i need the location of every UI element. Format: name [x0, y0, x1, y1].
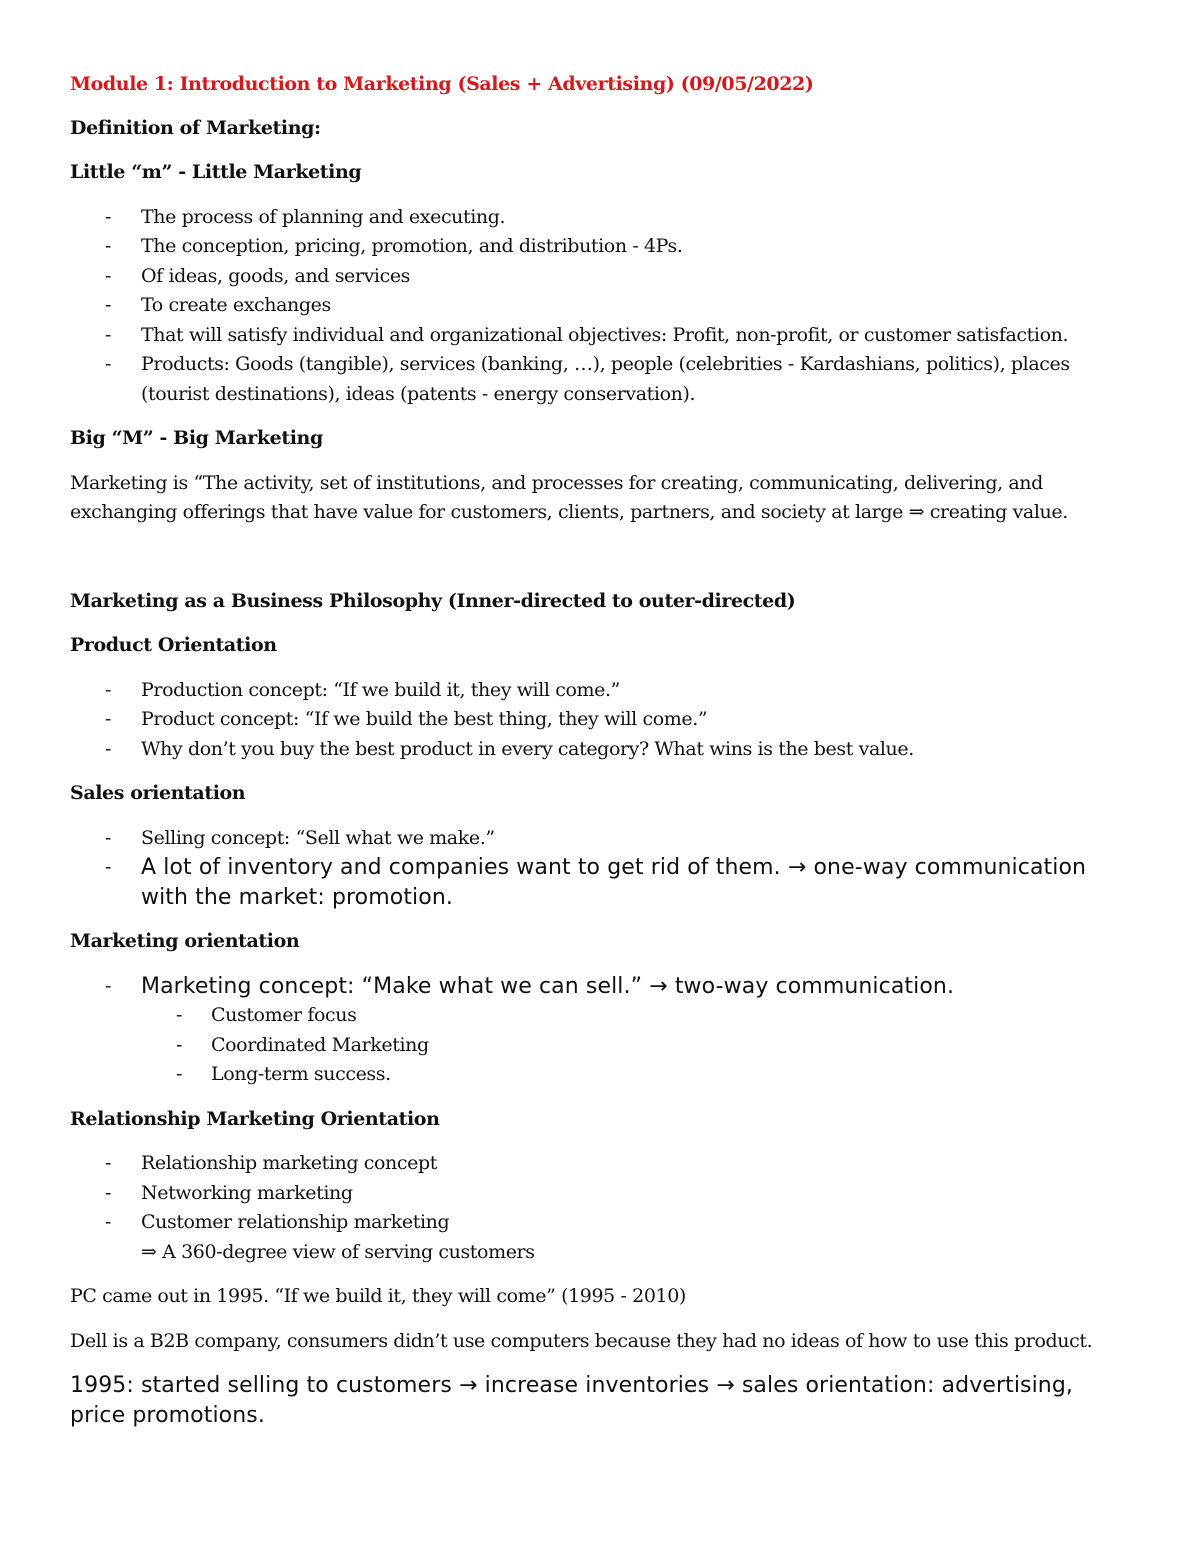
closing-line: 1995: started selling to customers → increase inventories → sales orientation: advertising, price promotions.: [70, 1373, 1074, 1428]
dash-bullet: -: [105, 1211, 112, 1233]
list-item-text: Why don’t you buy the best product in every category? What wins is the best value.: [141, 737, 914, 760]
list-item-text: Marketing concept: “Make what we can sell.” → two-way communication.: [141, 973, 955, 999]
list-item: [70, 853, 1130, 912]
sub-list-item: [70, 1001, 1130, 1031]
list-item: [70, 321, 1130, 351]
product-orientation-heading: Product Orientation: [70, 634, 277, 656]
list-item-text: A lot of inventory and companies want to get rid of them. → one-way communication with the market: promotion.: [141, 855, 1087, 910]
list-item: [70, 824, 1130, 854]
list-item-text: Of ideas, goods, and services: [141, 264, 411, 287]
list-item: [70, 972, 1130, 1002]
list-item-text: Products: Goods (tangible), services (banking, …), people (celebrities - Kardashians, politics), places (tourist destinations), ideas (patents - energy conservation).: [141, 353, 1070, 405]
marketing-orientation-list: [70, 972, 1130, 1002]
dash-bullet: -: [105, 264, 112, 287]
list-item: [70, 291, 1130, 321]
list-item-text: Customer focus: [211, 1004, 357, 1026]
document-page: [70, 70, 1130, 1445]
list-item-text: That will satisfy individual and organizational objectives: Profit, non-profit, or customer satisfaction.: [141, 323, 1069, 346]
big-m-definition: Marketing is “The activity, set of institutions, and processes for creating, communicating, delivering, and exchanging offerings that have value for customers, clients, partners, and society at large ⇒ creating value.: [70, 471, 1068, 523]
list-item: [70, 262, 1130, 292]
dash-bullet: -: [105, 678, 112, 701]
list-item-text: The process of planning and executing.: [141, 205, 506, 228]
relationship-orientation-heading: Relationship Marketing Orientation: [70, 1107, 440, 1130]
list-item-text: The conception, pricing, promotion, and distribution - 4Ps.: [141, 235, 683, 257]
pc-line: PC came out in 1995. “If we build it, they will come” (1995 - 2010): [70, 1285, 686, 1307]
dash-bullet: -: [105, 235, 112, 257]
list-item-text: Selling concept: “Sell what we make.”: [141, 826, 495, 849]
dash-bullet: -: [176, 1063, 183, 1085]
list-item-text: Coordinated Marketing: [211, 1033, 429, 1056]
list-item-text: Networking marketing: [141, 1181, 353, 1204]
little-m-list: [70, 203, 1130, 410]
dash-bullet: -: [105, 856, 112, 878]
definition-heading: Definition of Marketing:: [70, 116, 321, 139]
list-item: [70, 1149, 1130, 1179]
sales-orientation-heading: Sales orientation: [70, 782, 246, 804]
dell-line: Dell is a B2B company, consumers didn’t use computers because they had no ideas of how to use this product.: [70, 1329, 1093, 1352]
dash-bullet: -: [105, 1181, 112, 1204]
dash-bullet: -: [105, 205, 112, 228]
philosophy-heading: Marketing as a Business Philosophy (Inner-directed to outer-directed): [70, 589, 796, 612]
module-title: Module 1: Introduction to Marketing (Sales + Advertising) (09/05/2022): [70, 73, 814, 95]
dash-bullet: -: [105, 708, 112, 730]
list-item-text: Product concept: “If we build the best thing, they will come.”: [141, 708, 708, 730]
list-item: [70, 735, 1130, 765]
list-item-text: Customer relationship marketing: [141, 1211, 450, 1233]
list-item: [70, 350, 1130, 409]
relationship-conclusion: ⇒ A 360-degree view of serving customers: [141, 1240, 535, 1263]
sub-list-item: [70, 1031, 1130, 1061]
dash-bullet: -: [105, 294, 112, 316]
list-item-text: Production concept: “If we build it, they will come.”: [141, 678, 620, 701]
list-item: [70, 1179, 1130, 1209]
list-item-text: Long-term success.: [211, 1063, 391, 1085]
marketing-orientation-sublist: [70, 1001, 1130, 1090]
list-item: [70, 232, 1130, 262]
sub-list-item: [70, 1060, 1130, 1090]
list-item: [70, 676, 1130, 706]
product-orientation-list: [70, 676, 1130, 765]
little-m-heading: Little “m” - Little Marketing: [70, 161, 362, 183]
list-item: [70, 1208, 1130, 1238]
sales-orientation-list: [70, 824, 1130, 913]
dash-bullet: -: [105, 323, 112, 346]
dash-bullet: -: [105, 826, 112, 849]
list-item-text: Relationship marketing concept: [141, 1152, 437, 1174]
marketing-orientation-heading: Marketing orientation: [70, 930, 300, 952]
blank-line: [70, 543, 1130, 587]
list-item: [70, 705, 1130, 735]
dash-bullet: -: [176, 1004, 183, 1026]
list-item: [70, 203, 1130, 233]
dash-bullet: -: [176, 1033, 183, 1056]
list-item-text: To create exchanges: [141, 294, 331, 316]
relationship-orientation-list: [70, 1149, 1130, 1238]
dash-bullet: -: [105, 737, 112, 760]
dash-bullet: -: [105, 353, 112, 375]
big-m-heading: Big “M” - Big Marketing: [70, 427, 323, 449]
dash-bullet: -: [105, 974, 112, 997]
dash-bullet: -: [105, 1152, 112, 1174]
